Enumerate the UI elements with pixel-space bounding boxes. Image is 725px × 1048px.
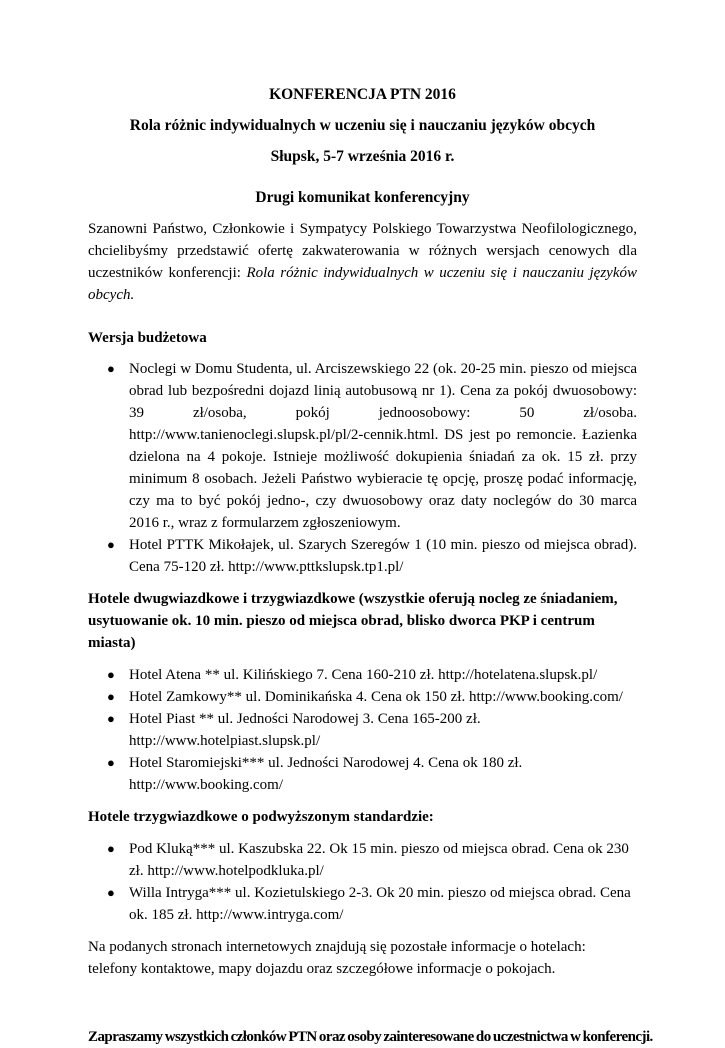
conference-subtitle: Rola różnic indywidualnych w uczeniu się i nauczaniu języków obcych <box>129 117 596 134</box>
budget-item-dom-studenta: Noclegi w Domu Studenta, ul. Arciszewskiego 22 (ok. 20-25 min. pieszo od miejsca obrad lub bezpośredni dojazd linią autobusową nr 1). Cena za pokój dwuosobowy: 39 zł/osoba, pokój jednoosobowy: 50 zł/osoba. http://www.tanienoclegi.slupsk.pl/pl/2-cennik.html. DS jest po remoncie. Łazienka dzielona na 4 pokoje. Istnieje możliwość dokupienia śniadań za ok. 15 zł. przy minimum 8 osobach. Jeżeli Państwo wybieracie tę opcję, proszę podać informację, czy ma to być pokój jedno-, czy dwuosobowy oraz daty noclegów do 30 marca 2016 r., wraz z formularzem zgłoszeniowym. <box>129 361 637 531</box>
hotel-pod-kluka: Pod Kluką*** ul. Kaszubska 22. Ok 15 min. pieszo od miejsca obrad. Cena ok 230 zł. http://www.hotelpodkluka.pl/ <box>129 841 629 879</box>
bullet-icon: ● <box>107 885 115 900</box>
conference-place-date: Słupsk, 5-7 września 2016 r. <box>270 148 455 165</box>
document-page <box>88 84 653 1048</box>
intro-italic-title: Rola różnic indywidualnych w uczeniu się i nauczaniu języków obcych. <box>88 265 637 303</box>
budget-heading: Wersja budżetowa <box>88 330 207 346</box>
hotel-zamkowy: Hotel Zamkowy** ul. Dominikańska 4. Cena ok 150 zł. http://www.booking.com/ <box>129 689 623 705</box>
mid-hotels-heading: Hotele dwugwiazdkowe i trzygwiazdkowe (wszystkie oferują nocleg ze śniadaniem, usytuowanie ok. 10 min. pieszo od miejsca obrad, blisko dworca PKP i centrum miasta) <box>88 591 618 651</box>
bullet-icon: ● <box>107 361 115 376</box>
hotel-piast: Hotel Piast ** ul. Jedności Narodowej 3. Cena 165-200 zł. http://www.hotelpiast.slupsk.pl/ <box>129 711 481 749</box>
bullet-icon: ● <box>107 537 115 552</box>
bullet-icon: ● <box>107 841 115 856</box>
bullet-icon: ● <box>107 755 115 770</box>
closing-invitation: Zapraszamy wszystkich członków PTN oraz osoby zainteresowane do uczestnictwa w konferencji. <box>88 1029 653 1045</box>
list-item <box>107 708 637 752</box>
info-note: Na podanych stronach internetowych znajdują się pozostałe informacje o hotelach: telefony kontaktowe, mapy dojazdu oraz szczegółowe informacje o pokojach. <box>88 939 586 977</box>
budget-item-pttk: Hotel PTTK Mikołajek, ul. Szarych Szeregów 1 (10 min. pieszo od miejsca obrad). Cena 75-120 zł. http://www.pttkslupsk.tp1.pl/ <box>129 537 637 575</box>
hotel-atena: Hotel Atena ** ul. Kilińskiego 7. Cena 160-210 zł. http://hotelatena.slupsk.pl/ <box>129 667 598 683</box>
list-item <box>107 882 637 926</box>
premium-hotels-list <box>88 838 637 926</box>
list-item <box>107 686 637 708</box>
list-item <box>107 358 637 534</box>
budget-list <box>88 358 637 578</box>
intro-paragraph <box>88 218 637 306</box>
mid-hotels-list <box>88 664 637 796</box>
list-item <box>107 664 637 686</box>
communique-title: Drugi komunikat konferencyjny <box>255 189 470 206</box>
bullet-icon: ● <box>107 667 115 682</box>
conference-title: KONFERENCJA PTN 2016 <box>269 86 456 103</box>
list-item <box>107 838 637 882</box>
premium-hotels-heading: Hotele trzygwiazdkowe o podwyższonym standardzie: <box>88 809 434 825</box>
hotel-willa-intryga: Willa Intryga*** ul. Kozietulskiego 2-3. Ok 20 min. pieszo od miejsca obrad. Cena ok. 185 zł. http://www.intryga.com/ <box>129 885 631 923</box>
hotel-staromiejski: Hotel Staromiejski*** ul. Jedności Narodowej 4. Cena ok 180 zł. http://www.booking.com/ <box>129 755 523 793</box>
list-item <box>107 752 637 796</box>
intro-text: Szanowni Państwo, Członkowie i Sympatycy Polskiego Towarzystwa Neofilologicznego, chcielibyśmy przedstawić ofertę zakwaterowania w różnych wersjach cenowych dla uczestników konferencji: <box>88 221 637 281</box>
bullet-icon: ● <box>107 689 115 704</box>
list-item <box>107 534 637 578</box>
bullet-icon: ● <box>107 711 115 726</box>
